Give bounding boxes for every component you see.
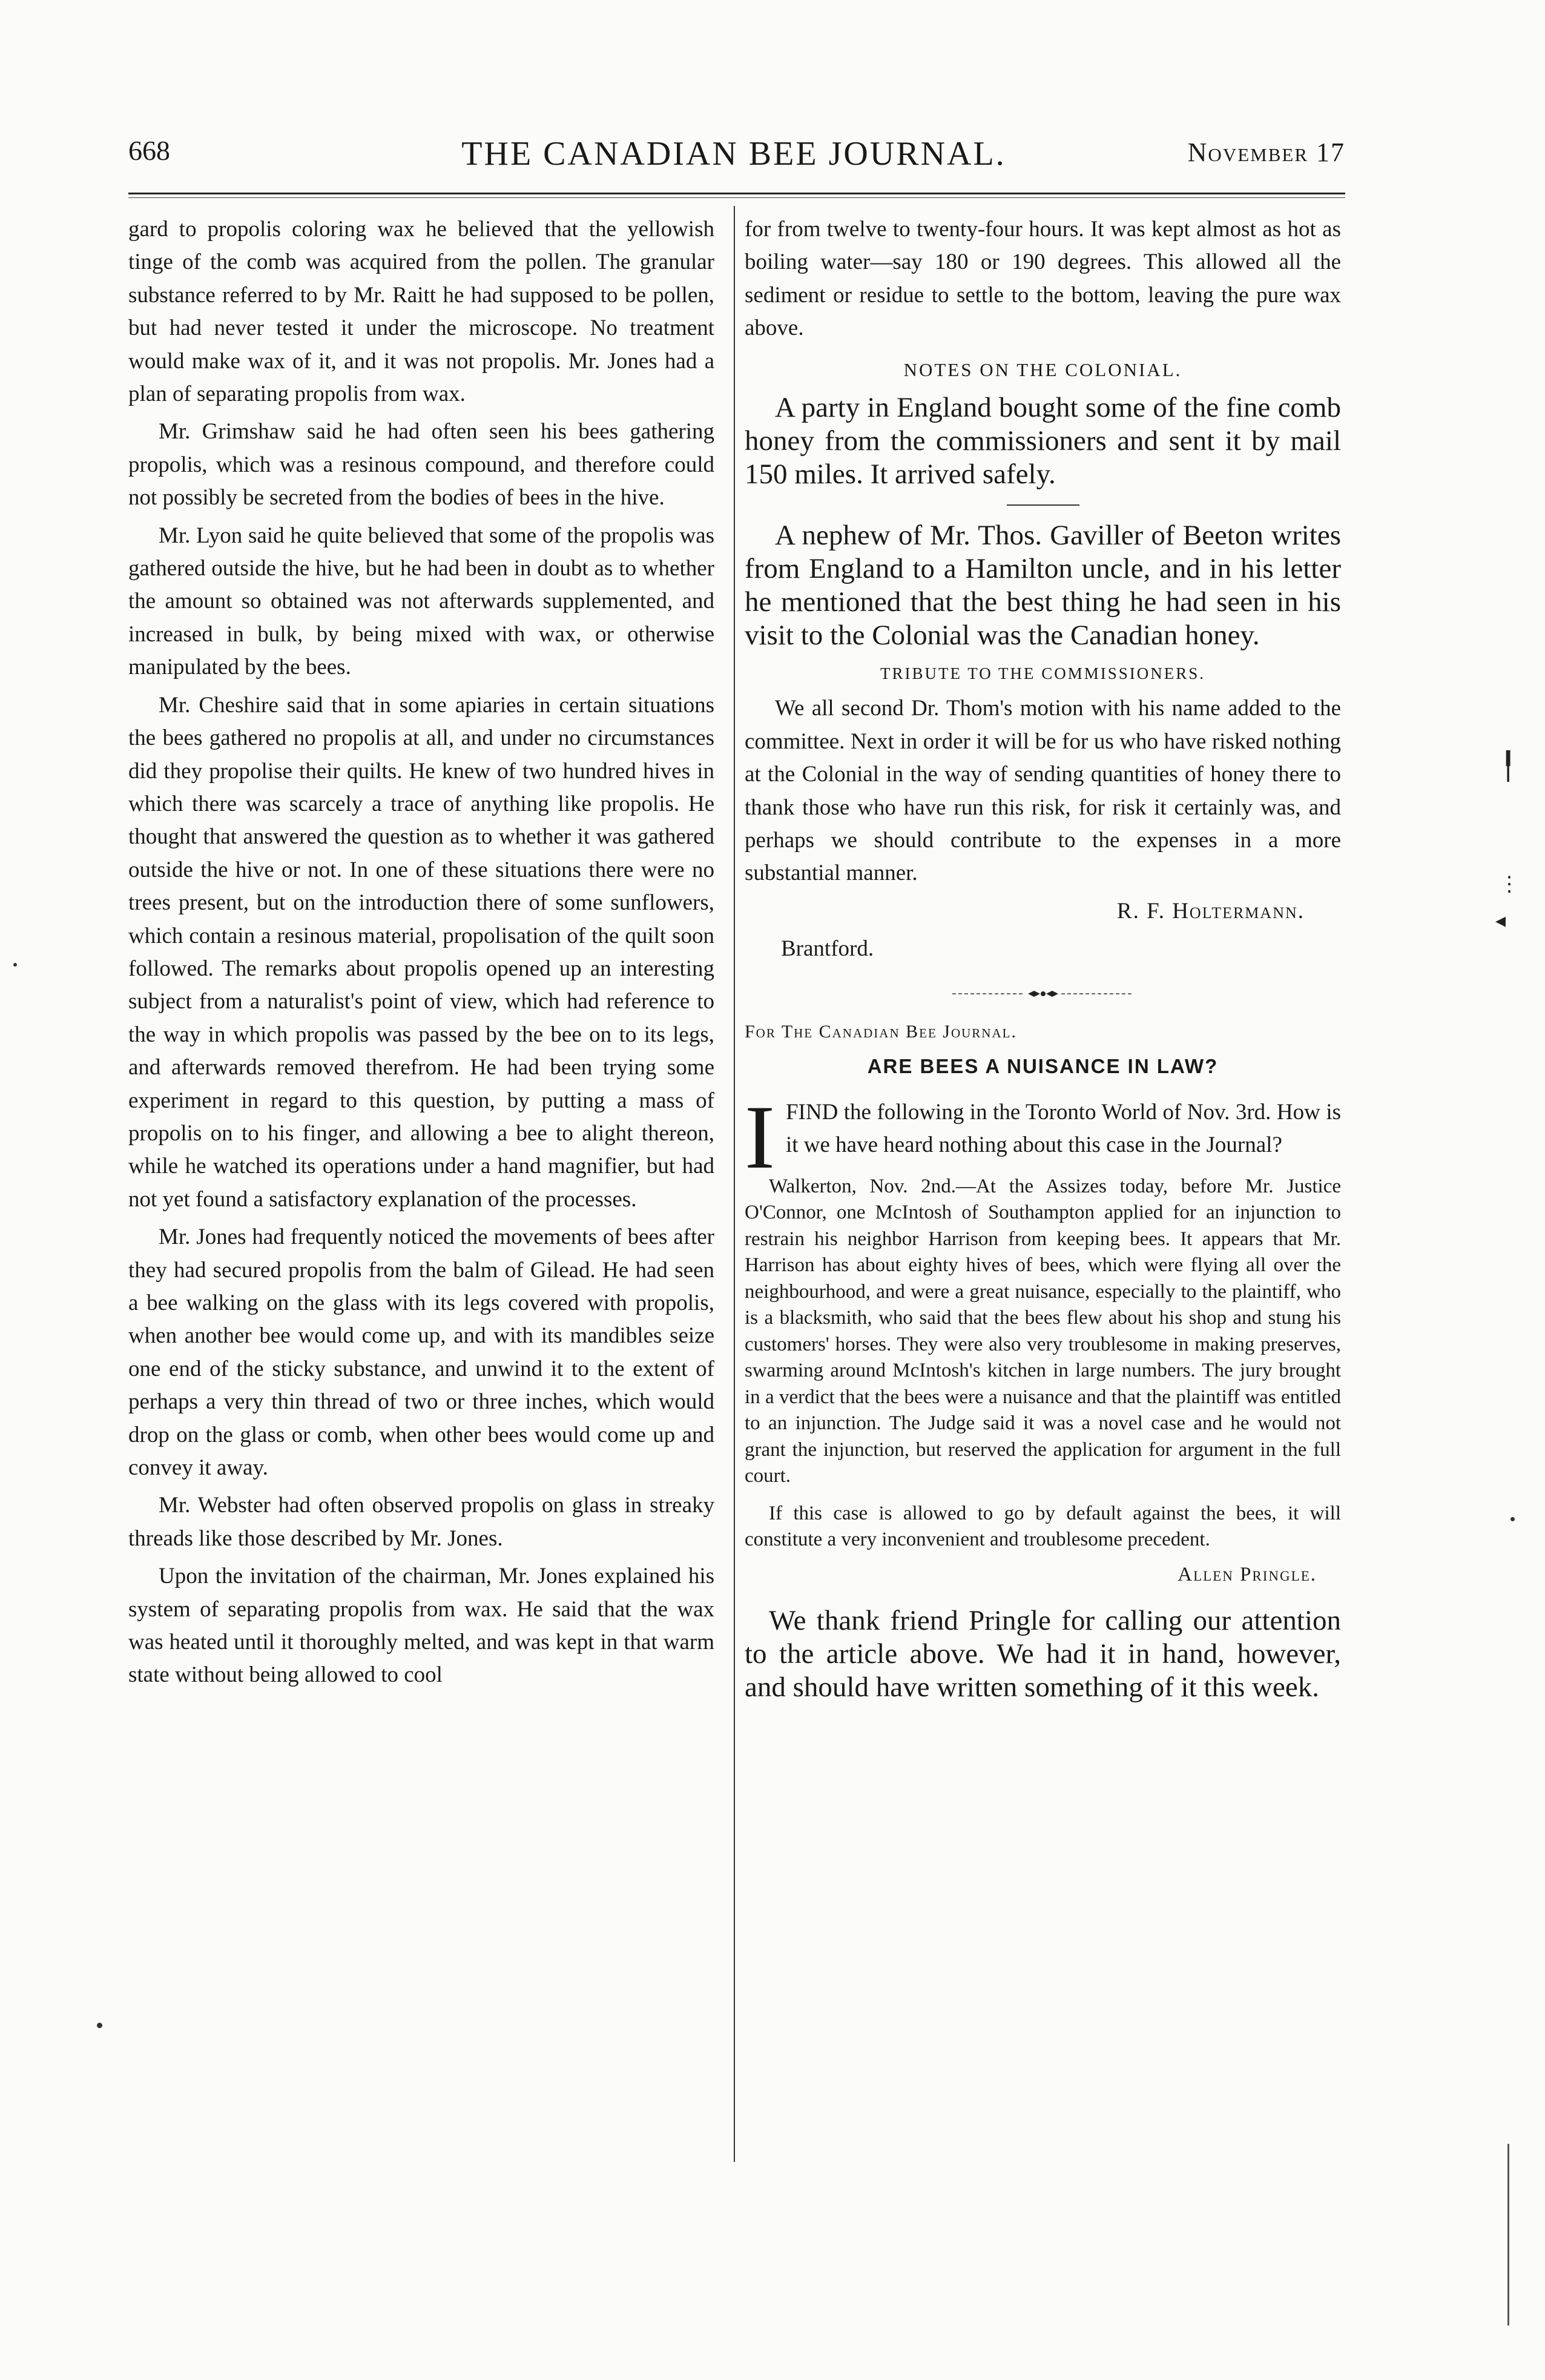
continuation-paragraph: for from twelve to twenty-four hours. It was kept almost as hot as boiling water—say 180 or 190 degrees. This allowed all the sediment or residue to settle to the bottom, leaving the pure wax above. bbox=[745, 217, 1341, 341]
drop-cap: I bbox=[745, 1086, 775, 1188]
section-ornament bbox=[745, 977, 1341, 1010]
column-divider bbox=[734, 206, 735, 2162]
ornament-rule-icon bbox=[952, 990, 1134, 998]
margin-dot bbox=[13, 963, 17, 967]
left-paragraph: Mr. Jones had frequently noticed the movements of bees after they had secured propolis from the balm of Gilead. He had seen a bee walking on the glass with its legs covered with propolis, when another bee would come up, and with its mandibles seize one end of the sticky substance, and unwind it to the extent of perhaps a very thin thread of two or three inches, which would drop on the glass or comb, when other bees would come up and convey it away. bbox=[128, 1225, 714, 1481]
article-intro bbox=[745, 1086, 1341, 1188]
left-paragraph: Upon the invitation of the chairman, Mr. Jones explained his system of separating propolis from wax. He said that the wax was heated until it thoroughly melted, and was kept in that warm state without being allowed to cool bbox=[128, 1564, 714, 1688]
issue-date: November 17 bbox=[1187, 137, 1345, 167]
header-rule-thin bbox=[128, 197, 1345, 198]
colonial-note-2: A nephew of Mr. Thos. Gaviller of Beeton writes from England to a Hamilton uncle, and in his letter he mentioned that the best thing he had seen in his visit to the Colonial was the Canadian honey. bbox=[745, 520, 1341, 652]
note-divider bbox=[1007, 504, 1079, 506]
news-quote: Walkerton, Nov. 2nd.—At the Assizes today, before Mr. Justice O'Connor, one McIntosh of Southampton applied for an injunction to restrain his neighbor Harrison from keeping bees. It appears that Mr. Harrison has about eighty hives of bees, which were flying all over the neighbourhood, and were a great nuisance, especially to the plaintiff, who is a blacksmith, who said that the bees flew about his shop and stung his customers' horses. They were also very troublesome in making preserves, swarming around McIntosh's kitchen in large numbers. The jury brought in a verdict that the bees were a nuisance and that the plaintiff was entitled to an injunction. The Judge said it was a novel case and he would not grant the injunction, but reserved the application for argument in the full court. bbox=[745, 1175, 1341, 1487]
left-paragraph: Mr. Cheshire said that in some apiaries in certain situations the bees gathered no propolis at all, and under no circumstances did they propolise their quilts. He knew of two hundred hives in which there was scarcely a trace of anything like propolis. He thought that answered the question as to whether it was gathered outside the hive or not. In one of these situations there were no trees present, but on the introduction there of some sunflowers, which contain a resinous material, propolisation of the quilt soon followed. The remarks about propolis opened up an interesting subject from a naturalist's point of view, which had reference to the way in which propolis was passed by the bee on to its legs, and afterwards removed therefrom. He had been trying some experiment in regard to this question, by putting a mass of propolis on to his finger, and allowing a bee to alight thereon, while he watched its operations under a hand magnifier, but had not yet found a satisfactory explanation of the processes. bbox=[128, 692, 714, 1212]
left-paragraph: Mr. Grimshaw said he had often seen his bees gathering propolis, which was a resinous compound, and therefore could not possibly be secreted from the bodies of bees in the hive. bbox=[128, 419, 714, 511]
tribute-signature: R. F. Holtermann. bbox=[1116, 898, 1305, 924]
margin-dot bbox=[97, 2023, 102, 2028]
notes-heading: NOTES ON THE COLONIAL. bbox=[903, 359, 1182, 380]
editor-note: We thank friend Pringle for calling our attention to the article above. We had it in hand, however, and should have written something of it this week. bbox=[745, 1605, 1341, 1704]
tribute-place: Brantford. bbox=[781, 936, 874, 962]
tribute-paragraph: We all second Dr. Thom's motion with his name added to the committee. Next in order it will be for us who have risked nothing at the Colonial in the way of sending quantities of honey there to thank those who have run this risk, for risk it certainly was, and perhaps we should contribute to the expenses in a more substantial manner. bbox=[745, 696, 1341, 886]
left-paragraph: gard to propolis coloring wax he believed that the yellowish tinge of the comb was acquired from the pollen. The granular substance referred to by Mr. Raitt he had supposed to be pollen, but had never tested it under the microscope. No treatment would make wax of it, and it was not propolis. Mr. Jones had a plan of separating propolis from wax. bbox=[128, 217, 714, 407]
margin-line bbox=[1507, 2144, 1509, 2325]
left-paragraph: Mr. Lyon said he quite believed that some of the propolis was gathered outside the hive, but he had been in doubt as to whether the amount so obtained was not afterwards supplemented, and increased in bulk, by being mixed with wax, or otherwise manipulated by the bees. bbox=[128, 523, 714, 680]
header-rule bbox=[128, 193, 1345, 194]
followup-paragraph: If this case is allowed to go by default against the bees, it will constitute a very inconvenient and troublesome precedent. bbox=[745, 1502, 1341, 1551]
margin-mark: ◂ bbox=[1495, 910, 1506, 932]
margin-mark: ⋮ bbox=[1499, 873, 1520, 896]
margin-mark: ╿ bbox=[1500, 752, 1517, 781]
article-heading: ARE BEES A NUISANCE IN LAW? bbox=[867, 1054, 1219, 1077]
journal-title: THE CANADIAN BEE JOURNAL. bbox=[461, 135, 1006, 173]
page-header bbox=[128, 134, 1345, 177]
tribute-heading: TRIBUTE TO THE COMMISSIONERS. bbox=[880, 664, 1206, 683]
right-column bbox=[745, 213, 1341, 1709]
followup-signature: Allen Pringle. bbox=[1178, 1563, 1317, 1585]
for-line: For The Canadian Bee Journal. bbox=[745, 1022, 1017, 1042]
margin-dot bbox=[1510, 1517, 1515, 1521]
left-paragraph: Mr. Webster had often observed propolis on glass in streaky threads like those described by Mr. Jones. bbox=[128, 1493, 714, 1551]
left-column bbox=[128, 213, 714, 1697]
colonial-note-1: A party in England bought some of the fine comb honey from the commissioners and sent it by mail 150 miles. It arrived safely. bbox=[745, 392, 1341, 491]
page-number: 668 bbox=[128, 135, 170, 166]
intro-text: FIND the following in the Toronto World of Nov. 3rd. How is it we have heard nothing about this case in the Journal? bbox=[785, 1099, 1341, 1158]
